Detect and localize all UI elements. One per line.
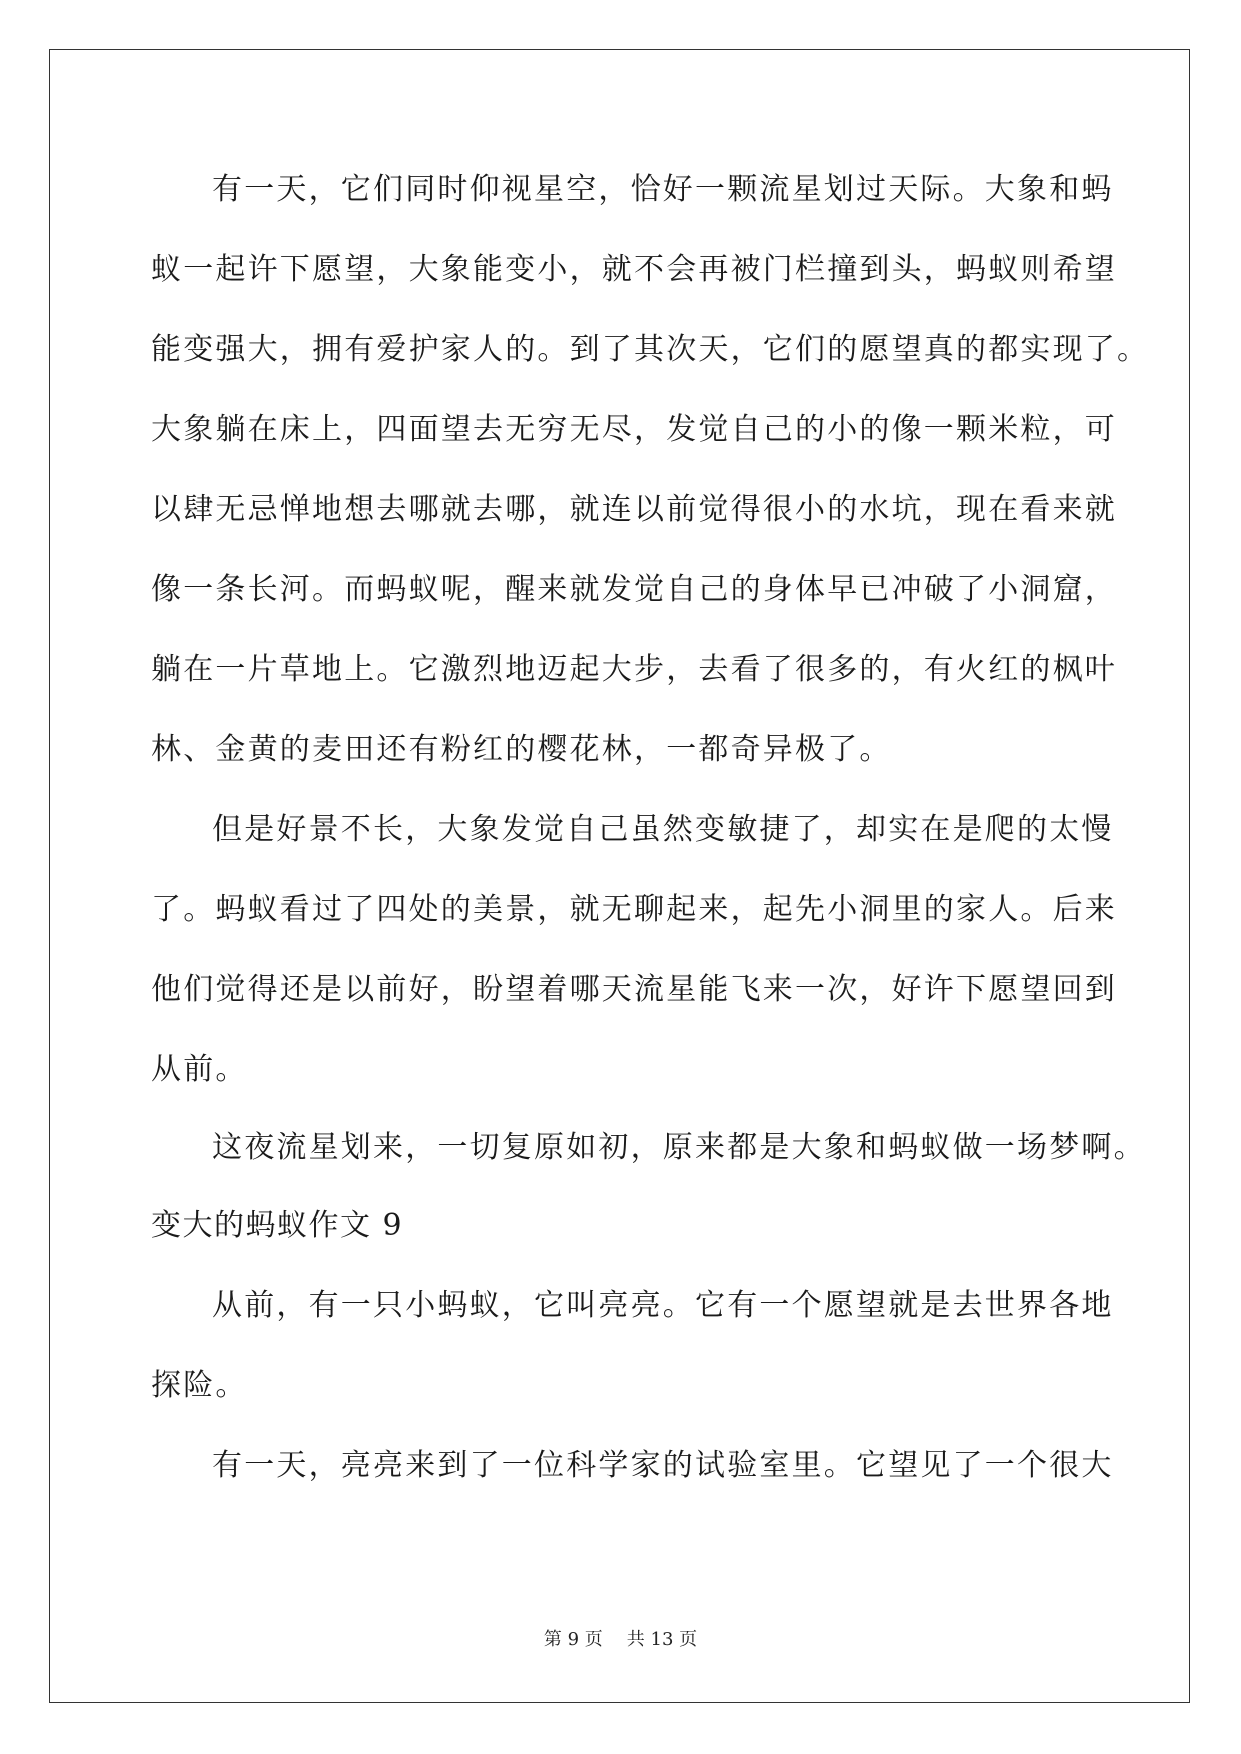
page-total: 共 13 页 xyxy=(626,1629,698,1650)
paragraph-line: 以肆无忌惮地想去哪就去哪，就连以前觉得很小的水坑，现在看来就 xyxy=(151,492,1117,527)
paragraph-line: 他们觉得还是以前好，盼望着哪天流星能飞来一次，好许下愿望回到 xyxy=(151,972,1117,1007)
paragraph-line: 但是好景不长，大象发觉自己虽然变敏捷了，却实在是爬的太慢 xyxy=(212,812,1114,847)
paragraph-line: 有一天，它们同时仰视星空，恰好一颗流星划过天际。大象和蚂 xyxy=(212,172,1114,207)
paragraph-line: 从前，有一只小蚂蚁，它叫亮亮。它有一个愿望就是去世界各地 xyxy=(212,1288,1114,1323)
page-footer xyxy=(0,1628,1241,1652)
section-heading: 变大的蚂蚁作文 9 xyxy=(151,1208,404,1243)
paragraph-line: 像一条长河。而蚂蚁呢，醒来就发觉自己的身体早已冲破了小洞窟， xyxy=(151,572,1117,607)
paragraph-line: 从前。 xyxy=(151,1052,248,1087)
paragraph-line: 躺在一片草地上。它激烈地迈起大步，去看了很多的，有火红的枫叶 xyxy=(151,652,1117,687)
paragraph-line: 能变强大，拥有爱护家人的。到了其次天，它们的愿望真的都实现了。 xyxy=(151,332,1150,367)
paragraph-line: 大象躺在床上，四面望去无穷无尽，发觉自己的小的像一颗米粒，可 xyxy=(151,412,1117,447)
paragraph-line: 探险。 xyxy=(151,1368,248,1403)
page-number: 第 9 页 xyxy=(543,1629,603,1650)
paragraph-line: 蚁一起许下愿望，大象能变小，就不会再被门栏撞到头，蚂蚁则希望 xyxy=(151,252,1117,287)
paragraph-line: 了。蚂蚁看过了四处的美景，就无聊起来，起先小洞里的家人。后来 xyxy=(151,892,1117,927)
paragraph-line: 有一天，亮亮来到了一位科学家的试验室里。它望见了一个很大 xyxy=(212,1448,1114,1483)
paragraph-line: 林、金黄的麦田还有粉红的樱花林，一都奇异极了。 xyxy=(151,732,892,767)
paragraph-line: 这夜流星划来，一切复原如初，原来都是大象和蚂蚁做一场梦啊。 xyxy=(212,1130,1146,1165)
